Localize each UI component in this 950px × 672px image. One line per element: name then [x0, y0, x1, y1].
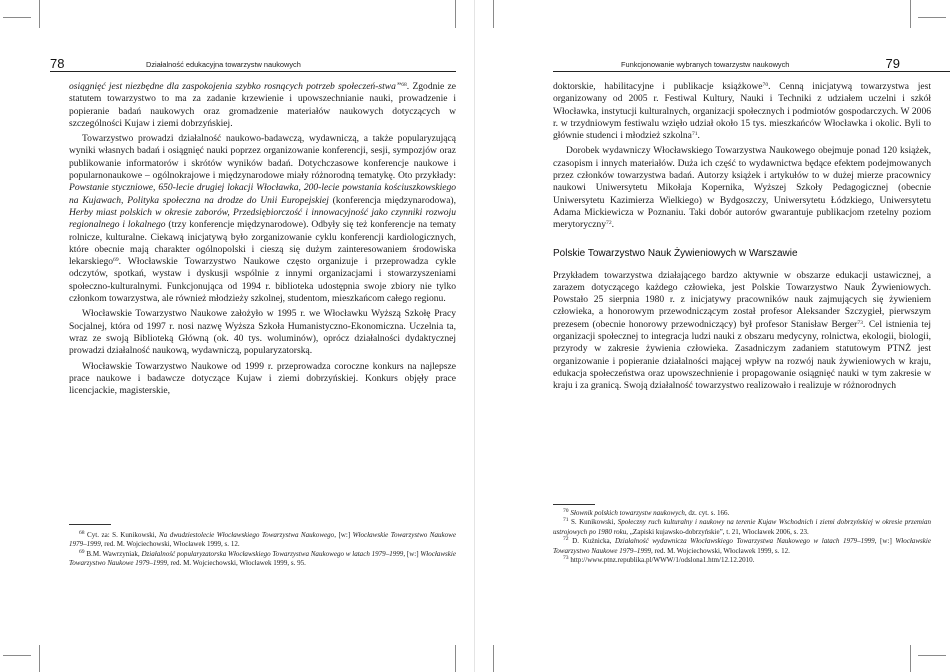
text-run: , red. M. Wojciechowski, Włocławek 1999, s. 12. [100, 540, 240, 549]
footnote [553, 509, 931, 518]
text-run: Towarzystwo prowadzi działalność naukowo-badawczą, wydawniczą, a także popularyzującą wyniki własnych badań i osiągnięć nauki poprzez organizowanie konferencji, sesji, sympozjów oraz publikowanie informatorów i skrótów wyników badań. Dotychczasowe konferencje naukowe i popularnonaukowe – ogólnokrajowe i międzynarodowe miały różnorodną tematykę. Oto przykłady: [69, 133, 456, 182]
paragraph [553, 270, 931, 393]
italic-run: Powstanie styczniowe, 650-lecie drugiej lokacji Włocławka, 200-lecie powstania kościuszkowskiego na Kujawach, Polityka społeczna na drodze do Unii Europejskiej [69, 182, 456, 206]
text-run: Włocławskie Towarzystwo Naukowe założyło w 1995 r. we Włocławku Wyższą Szkołę Pracy Socjalnej, która od 1997 r. nosi nazwę Wyższa Szkoła Humanistyczno-Ekonomiczna. Uczelnia ta, wraz ze swoją Biblioteką Główną (ok. 40 tys. woluminów), oprócz działalności dydaktycznej prowadzi działalność naukową, wydawniczą, popularyzatorską. [69, 308, 456, 357]
text-run: Dorobek wydawniczy Włocławskiego Towarzystwa Naukowego obejmuje ponad 120 książek, czasopism i innych materiałów. Duża ich część to wydawnictwa będące efektem podejmowanych przez członków towarzystwa badań. Autorzy książek i artykułów to w dużej mierze pracownicy naukowi Uniwersytetu Mikołaja Kopernika, Wyższej Szkoły Pedagogicznej (obecnie Uniwersytetu Kazimierza Wielkiego) w Bydgoszczy, Uniwersytetu Łódzkiego, Uniwersytetu Adama Mickiewicza w Poznaniu. Taki dobór autorów gwarantuje publikacjom rzetelny poziom merytoryczny [553, 145, 931, 231]
footnote-ref: 72 [606, 220, 612, 227]
running-head: Funkcjonowanie wybranych towarzystw naukowych [621, 60, 790, 69]
text-run: , „Zapiski kujawsko-dobrzyńskie”, t. 21, Włocławek 2006, s. 23. [626, 527, 809, 536]
text-run: Cyt. za: S. Kunikowski, [84, 531, 159, 539]
body-text [69, 81, 456, 397]
text-run: . Włocławskie Towarzystwo Naukowe często organizuje i przeprowadza cykle odczytów, spotkań, wystaw i dyskusji wspólnie z innymi organizacjami i stowarzyszeniami społeczno-kulturalnymi. Funkcjonująca od 1994 r. biblioteka udostępnia swoje zbiory nie tylko członkom towarzystwa, ale również młodzieży szkolnej, studentom, mieszkańcom całego regionu. [69, 256, 456, 305]
text-run: . [611, 219, 615, 231]
text-run: , red. M. Wojciechowski, Włocławek 1999, s. 12. [651, 546, 790, 555]
text-run: . Cenną inicjatywą towarzystwa jest organizowany od 2005 r. Festiwal Kultury, Nauki i Techniki z udziałem uczelni i szkół Włocławka, instytucji kulturalnych, organizacji społecznych i podmiotów gospodarczych. W 2006 r. w trzydniowym festiwalu wzięło udział około 15 tys. mieszkańców Włocławka i okolic. Byli to głównie studenci i młodzież szkolna [553, 81, 931, 142]
text-run: , dz. cyt. s. 166. [684, 509, 730, 517]
footnote-ref: 68 [401, 81, 407, 88]
italic-run: Włocławskie Towarzystwo Naukowe 1979–1999 [69, 549, 456, 568]
text-run: . Cel istnienia tej organizacji społecznej to integracja ludzi nauki z obszaru medycyny, rolnictwa, ekologii, biologii, przyrody w zakresie żywienia człowieka. Zasadniczym zadaniem statutowym PTNŻ jest organizowanie i popieranie działalności mającej wpływ na rozwój nauk żywieniowych w kraju, edukacja społeczeństwa oraz upowszechnienie i propagowanie osiągnięć nauki w tym zakresie w kraju i za granicą. Swoją działalność towarzystwo realizowało i realizuje w różnorodnych [553, 318, 931, 392]
section-heading: Polskie Towarzystwo Nauk Żywieniowych w Warszawie [553, 247, 798, 259]
text-run: . Zgodnie ze statutem towarzystwo to ma za zadanie krzewienie i upowszechnianie nauki, prowadzenie i popieranie badań naukowych oraz gromadzenie materiałów naukowych dotyczących w szczególności Kujaw i ziemi dobrzyńskiej. [69, 81, 456, 129]
body-text [553, 81, 931, 393]
text-run: Przykładem towarzystwa działającego bardzo aktywnie w obszarze edukacji ustawicznej, a zarazem dotyczącego każdego człowieka, jest Polskie Towarzystwo Nauk Żywieniowych. Powstało 25 sierpnia 1980 r. z inicjatywy pracowników nauk zajmujących się żywieniem człowieka, a honorowym przewodniczącym został profesor Aleksander Szczygieł, pierwszym prezesem (obecnie honorowy przewodniczący) był profesor Stanisław Berger [553, 269, 931, 330]
italic-run: Słownik polskich towarzystw naukowych [570, 509, 685, 517]
footnote-ref: 69 [79, 548, 85, 555]
footnote-ref: 69 [113, 256, 119, 263]
italic-run: osiągnięć jest niezbędne dla zaspokojenia szybko rosnących potrzeb społeczeń-stwa” [69, 81, 402, 92]
footnotes [69, 531, 456, 569]
paragraph [69, 81, 456, 130]
footnote-ref: 70 [762, 81, 769, 88]
footnote-ref: 71 [691, 131, 698, 137]
right-page [475, 0, 950, 672]
italic-run: Społeczny ruch kulturalny i naukowy na terenie Kujaw Wschodnich i ziemi dobrzyńskiej w okresie przemian ustrojowych po 1980 roku [553, 518, 931, 536]
header-rule [50, 71, 456, 72]
footnote [553, 537, 931, 556]
footnote-rule [553, 504, 595, 505]
italic-run: Na dwudziestolecie Włocławskiego Towarzystwa Naukowego [159, 531, 335, 539]
text-run: . [697, 130, 700, 142]
footnote-ref: 68 [79, 529, 85, 536]
footnotes [553, 509, 931, 565]
running-head: Działalność edukacyjna towarzystw naukowych [146, 60, 301, 69]
text-run: B.M. Wawrzyniak, [84, 549, 142, 558]
text-run: Włocławskie Towarzystwo Naukowe od 1999 r. przeprowadza coroczne konkurs na najlepsze prace naukowe i badawcze dotyczące Kujaw i ziemi dobrzyńskiej. Konkurs objęły prace licencjackie, magisterskie, [69, 360, 456, 397]
text-run: S. Kunikowski, [568, 518, 618, 527]
footnote-ref: 71 [563, 517, 569, 524]
footnote [69, 550, 456, 569]
footnote-ref: 72 [563, 536, 569, 543]
paragraph [553, 145, 931, 231]
header-rule [553, 71, 950, 72]
footnote [69, 531, 456, 550]
footnote [553, 518, 931, 537]
text-run: , red. M. Wojciechowski, Włocławek 1999, s. 95. [167, 559, 306, 568]
italic-run: Herby miast polskich w okresie zaborów, Przedsiębiorczość i innowacyjność jako czynniki rozwoju regionalnego i lokalnego [69, 206, 456, 231]
text-run: doktorskie, habilitacyjne i publikacje książkowe [553, 81, 763, 92]
footnote-ref: 73 [563, 554, 569, 561]
italic-run: Działalność wydawnicza Włocławskiego Towarzystwa Naukowego w latach 1979–1999 [614, 537, 875, 546]
footnote-rule [69, 524, 111, 525]
text-run: http://www.ptnz.republika.pl/WWW/1/odslona1.htm/12.12.2010. [568, 556, 755, 565]
footnote-ref: 73 [857, 319, 863, 326]
text-run: , [w:] [403, 549, 421, 558]
footnote-ref: 70 [563, 507, 569, 514]
paragraph [553, 81, 931, 142]
text-run: D. Kuźnicka, [568, 537, 615, 546]
italic-run: Włocławskie Towarzystwo Naukowe 1979–1999 [553, 537, 931, 555]
paragraph [69, 361, 456, 398]
footnote [553, 556, 931, 565]
italic-run: Działalność popularyzatorska Włocławskiego Towarzystwa Naukowego w latach 1979–1999 [141, 549, 404, 558]
italic-run: Włocławskie Towarzystwo Naukowe 1979–1999 [69, 531, 457, 549]
paragraph [69, 308, 456, 357]
text-run: , [w:] [874, 537, 896, 546]
text-run: (trzy konferencje międzynarodowe). Odbyły się też konferencje na tematy rolnicze, kulturalne. Ciekawą inicjatywą było zorganizowanie cyklu konferencji kardiologicznych, które obecnie mają charakter ogólnopolski i cieszą się dużym zainteresowaniem środowiska lekarskiego [69, 219, 456, 268]
page-number: 79 [885, 56, 900, 71]
text-run: (konferencja międzynarodowa), [328, 194, 456, 206]
paragraph [69, 133, 456, 305]
left-page [0, 0, 474, 672]
page-number: 78 [50, 56, 65, 71]
text-run: , [w:] [334, 531, 353, 539]
